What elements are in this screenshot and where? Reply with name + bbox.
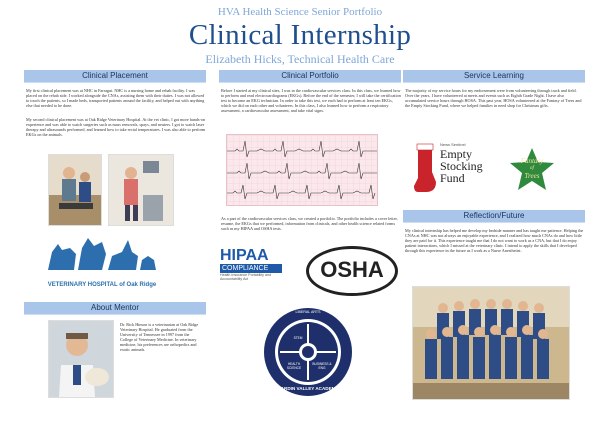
portfolio-paragraph-2: As a part of the cardiovascular services class, we created a portfolio. The portfolio includes a cover letter, resume, the EKGs that we performed, information from clinicals, and other health science related forms such as my HIPAA and OSHA tests. <box>221 216 398 231</box>
vet-logo-text: VETERINARY HOSPITAL of Oak Ridge <box>47 282 157 288</box>
portfolio-paragraph-1: Before I started at my clinical sites, I was in the cardiovascular services class. In this class, we learned how to perform and read electrocardiograms (EKGs). Before the end of the semester, I will take the certification test to become an EKG technician. In order to take this test, we each had to perform at least ten EKGs, which we did on each other and volunteers. In this class, I also learned how to perform a respiratory assessment, a cardiovascular assessment, and take vital signs. <box>221 88 401 113</box>
section-heading-service-learning: Service Learning <box>403 70 585 82</box>
ekg-strip-image <box>226 134 378 206</box>
hipaa-fine-print: Health Insurance Portability and Accountability Act <box>220 273 271 282</box>
hipaa-title: HIPAA <box>220 247 269 264</box>
seal-word-2: STEM <box>293 336 303 340</box>
placement-paragraph-1: My first clinical placement was at NHC in Farragut. NHC is a nursing home and rehab facility. I was placed on the rehab side. I worked alongside the CNAs, assisting them with their duties. I was not allowed to touch the patients, so I made beds, transported patients around the facility, and helped out with anything else that needed to be done. <box>26 88 205 108</box>
animal-silhouettes-icon <box>42 230 162 276</box>
fantasy-of-trees-logo <box>508 146 556 194</box>
esf-line-1: Empty <box>440 147 472 161</box>
nhc-photo <box>48 154 102 226</box>
section-heading-clinical-portfolio: Clinical Portfolio <box>219 70 401 82</box>
reflection-paragraph: My clinical internship has helped me develop my bedside manner and has taught me patience. Helping the CNAs at NHC was not always an enjoyable experience, and I realized how much CNAs do and how little they are paid for it. This experience taught me that I do not want to work as a CNA, but that I do enjoy patient interactions, which I missed at the veterinary clinic. I intend to apply the skills that I developed through this experience in the future as I work as a Nurse Anesthetist. <box>405 228 584 253</box>
group-photo <box>412 286 570 400</box>
fantasy-line-1: Fantasy <box>520 157 544 165</box>
vet-clinic-photo <box>108 154 174 226</box>
section-heading-reflection-future: Reflection/Future <box>403 210 585 222</box>
hipaa-compliance-logo <box>220 248 290 290</box>
poster <box>8 4 592 422</box>
stocking-icon <box>412 142 438 194</box>
esf-line-2: Stocking <box>440 159 483 173</box>
service-paragraph: The majority of my service hours for my endorsement were from volunteering through track and field. Over the years, I have volunteered at meets and events such as Eighth Grade Night. I have also accumulated service hours through HOSA. This past year, HOSA volunteered at the Fantasy of Trees and the Empty Stocking Fund, where we helped families in need shop for Christmas gifts. <box>405 88 582 108</box>
hipaa-compliance-label: COMPLIANCE <box>220 264 282 273</box>
hardin-valley-academy-seal <box>262 306 354 398</box>
fantasy-line-3: Trees <box>524 172 540 180</box>
empty-stocking-fund-logo <box>412 138 492 196</box>
poster-title: Clinical Internship <box>188 19 412 51</box>
placement-paragraph-2: My second clinical placement was at Oak Ridge Veterinary Hospital. At the vet clinic, I got more hands-on experience and was able to watch surgeries such as mass removals, spays, and neuters. I got to watch laser therapy and ultrasounds performed, and learned how to take rectal temperatures. I was also able to perform EKGs on the animals. <box>26 117 206 137</box>
header <box>8 4 592 66</box>
seal-word-3: HEALTH SCIENCE <box>286 362 302 370</box>
seal-word-1: LIBERAL ARTS <box>295 310 321 314</box>
vet-hospital-logo <box>42 230 162 290</box>
osha-label: OSHA <box>320 257 384 282</box>
section-heading-clinical-placement: Clinical Placement <box>24 70 206 82</box>
poster-supertitle: HVA Health Science Senior Portfolio <box>217 6 383 18</box>
section-heading-about-mentor: About Mentor <box>24 302 206 314</box>
mentor-photo <box>48 320 114 398</box>
esf-line-3: Fund <box>440 171 465 185</box>
mentor-bio: Dr. Rick Hinson is a veterinarian at Oak Ridge Veterinary Hospital. He graduated from the University of Tennessee in 1997 from the College of Veterinary Medicine. In veterinary medicine, his preferences are orthopedics and exotic animals. <box>120 322 199 352</box>
fantasy-line-2: of <box>530 166 534 171</box>
esf-sponsor: News Sentinel <box>440 142 466 147</box>
seal-school-name: HARDIN VALLEY ACADEMY <box>277 386 339 391</box>
seal-word-4: BUSINESS & ENG <box>312 362 332 370</box>
osha-logo <box>306 246 398 296</box>
poster-subtitle: Elizabeth Hicks, Technical Health Care <box>205 52 395 66</box>
